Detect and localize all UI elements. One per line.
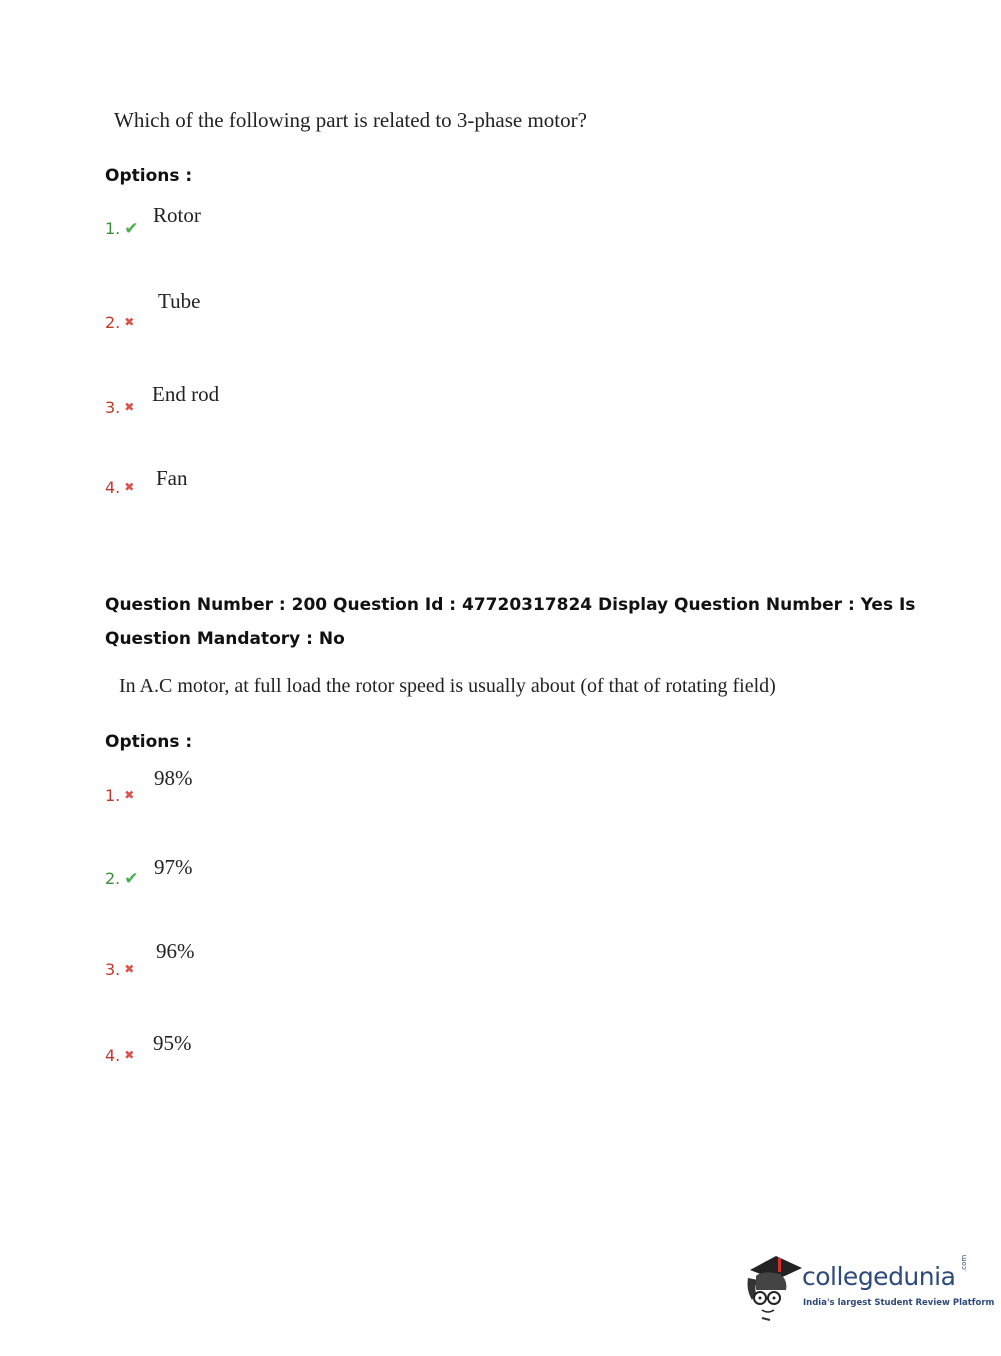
cross-icon: ✖ bbox=[124, 400, 135, 414]
option-text: 95% bbox=[153, 1031, 192, 1055]
option-text: 98% bbox=[154, 766, 193, 790]
cross-icon: ✖ bbox=[124, 480, 135, 494]
cross-icon: ✖ bbox=[124, 1048, 135, 1062]
logo-tagline: India's largest Student Review Platform bbox=[803, 1298, 995, 1308]
option-number: 4. ✖ bbox=[105, 478, 135, 497]
option-text: Fan bbox=[156, 466, 188, 490]
option-number: 4. ✖ bbox=[105, 1046, 135, 1065]
graduate-mascot-icon bbox=[742, 1250, 804, 1322]
question-meta: Question Number : 200 Question Id : 47720317824 Display Question Number : Yes Is Question Mandatory : No bbox=[105, 595, 916, 649]
option-number: 3. ✖ bbox=[105, 960, 135, 979]
option-text: Rotor bbox=[153, 203, 201, 227]
option-number: 3. ✖ bbox=[105, 398, 135, 417]
cross-icon: ✖ bbox=[124, 315, 135, 329]
cross-icon: ✖ bbox=[124, 788, 135, 802]
options-label: Options : bbox=[105, 166, 193, 186]
logo-wordmark: collegedunia bbox=[802, 1262, 956, 1291]
question-text: In A.C motor, at full load the rotor speed is usually about (of that of rotating field) bbox=[119, 675, 776, 697]
option-number: 2. ✖ bbox=[105, 313, 135, 332]
option-text: 96% bbox=[156, 939, 195, 963]
check-icon: ✔ bbox=[124, 219, 139, 239]
question-text: Which of the following part is related to 3-phase motor? bbox=[114, 108, 587, 132]
logo-suffix: .com bbox=[960, 1254, 968, 1272]
cross-icon: ✖ bbox=[124, 962, 135, 976]
option-number: 1. ✖ bbox=[105, 786, 135, 805]
option-number: 1. ✔ bbox=[105, 219, 139, 239]
option-number: 2. ✔ bbox=[105, 869, 139, 889]
option-text: End rod bbox=[152, 382, 220, 406]
options-label: Options : bbox=[105, 732, 193, 752]
option-text: 97% bbox=[154, 855, 193, 879]
check-icon: ✔ bbox=[124, 869, 139, 889]
collegedunia-logo bbox=[742, 1250, 995, 1322]
option-text: Tube bbox=[158, 289, 201, 313]
